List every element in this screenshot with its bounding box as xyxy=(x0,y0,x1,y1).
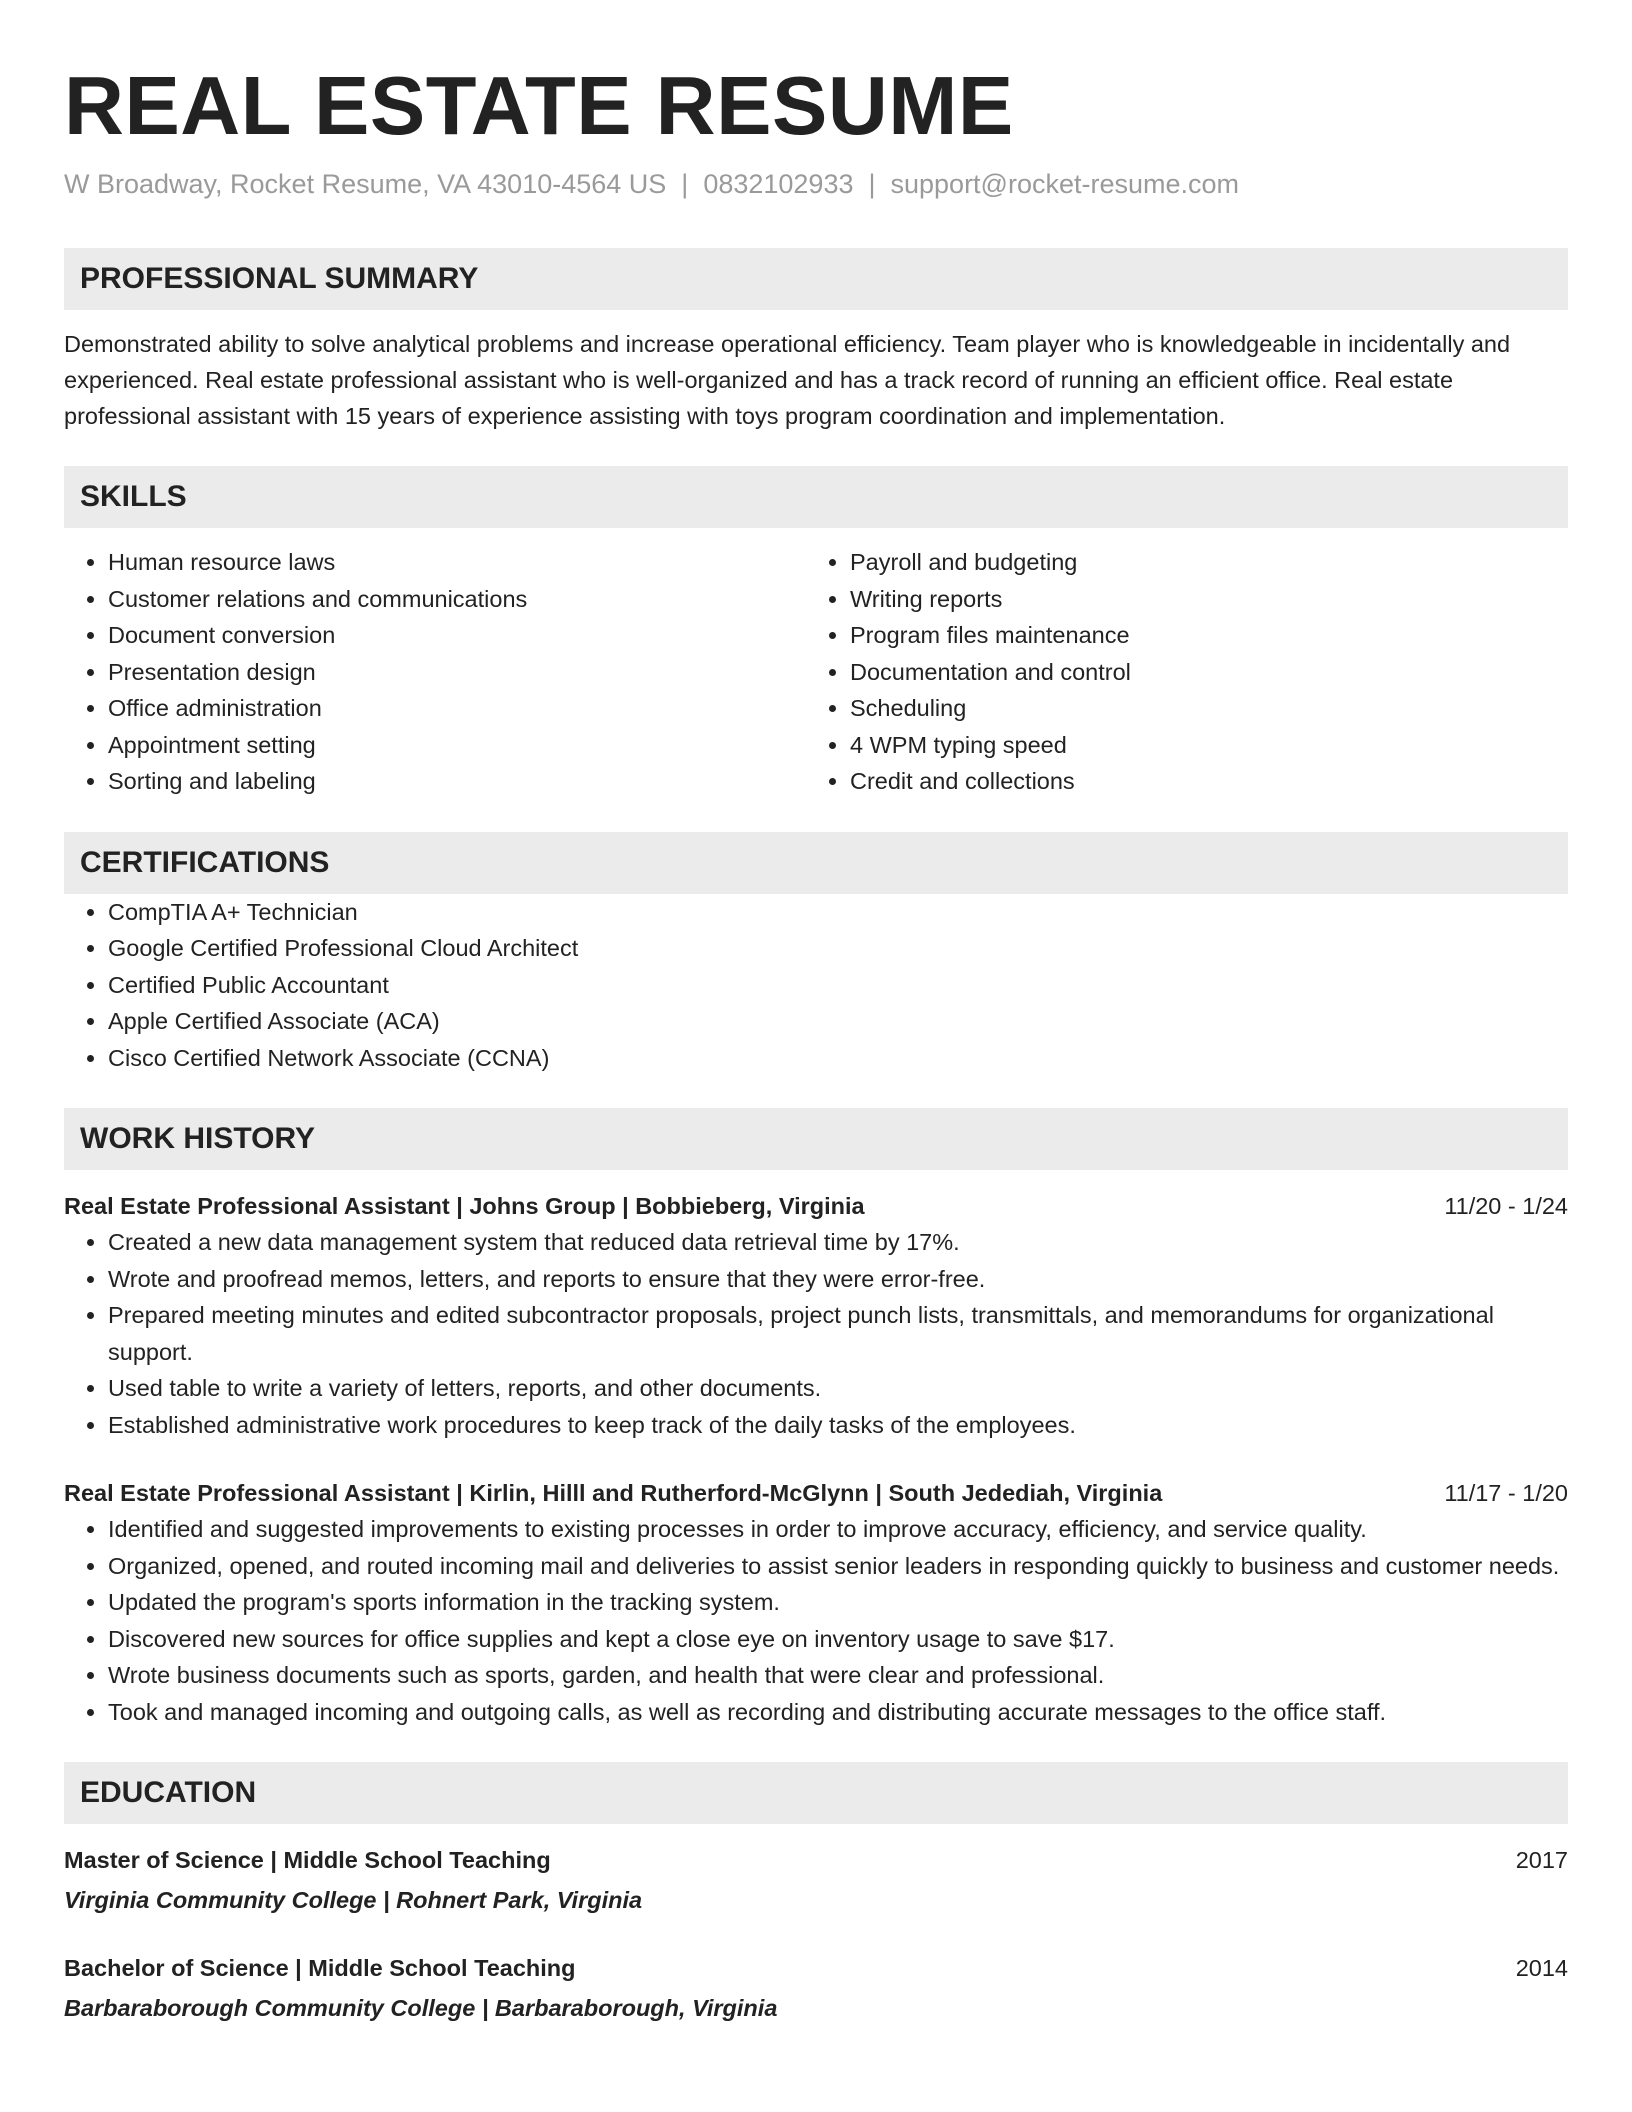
job-bullet-list xyxy=(64,1511,1568,1730)
job-bullet: • Wrote business documents such as sports, garden, and health that were clear and professional. xyxy=(108,1657,1568,1694)
skill-item: • Sorting and labeling xyxy=(108,763,806,800)
education-entry xyxy=(64,1950,1568,2026)
job-bullet: • Established administrative work procedures to keep track of the daily tasks of the employees. xyxy=(108,1407,1568,1444)
job-bullet-list xyxy=(64,1224,1568,1443)
job-header xyxy=(64,1475,1568,1511)
education-school: Barbaraborough Community College | Barbaraborough, Virginia xyxy=(64,1995,778,2021)
certification-item: • Certified Public Accountant xyxy=(108,967,1568,1004)
job-entry xyxy=(64,1475,1568,1730)
skills-list-left xyxy=(64,544,806,800)
skill-item: • Presentation design xyxy=(108,654,806,691)
skill-item: • Program files maintenance xyxy=(850,617,1548,654)
skill-item: • Scheduling xyxy=(850,690,1548,727)
education-entry xyxy=(64,1842,1568,1918)
education-header xyxy=(64,1950,1568,1986)
contact-line xyxy=(64,164,1568,204)
job-bullet: • Used table to write a variety of letters, reports, and other documents. xyxy=(108,1370,1568,1407)
summary-text: Demonstrated ability to solve analytical problems and increase operational efficiency. Team player who is knowledgeable in incidentally and experienced. Real estate professional assistant who is well-organized and has a track record of running an efficient office. Real estate professional assistant with 15 years of experience assisting with toys program coordination and implementation. xyxy=(64,331,1511,429)
job-dates: 11/20 - 1/24 xyxy=(1444,1193,1568,1219)
education-header xyxy=(64,1842,1568,1878)
skill-item: • Documentation and control xyxy=(850,654,1548,691)
job-bullet: • Prepared meeting minutes and edited subcontractor proposals, project punch lists, transmittals, and memorandums for organizational support. xyxy=(108,1297,1568,1370)
certification-item: • Cisco Certified Network Associate (CCNA) xyxy=(108,1040,1568,1077)
resume-title: REAL ESTATE RESUME xyxy=(64,59,1014,152)
contact-separator: | xyxy=(681,169,689,199)
section-heading-certifications: CERTIFICATIONS xyxy=(64,832,1568,894)
job-header xyxy=(64,1188,1568,1224)
skill-item: • Human resource laws xyxy=(108,544,806,581)
skill-item: • Credit and collections xyxy=(850,763,1548,800)
section-heading-education: EDUCATION xyxy=(64,1762,1568,1824)
education-degree: Bachelor of Science | Middle School Teaching xyxy=(64,1955,576,1981)
section-heading-work-history: WORK HISTORY xyxy=(64,1108,1568,1170)
education-degree: Master of Science | Middle School Teaching xyxy=(64,1847,551,1873)
skill-item: • Document conversion xyxy=(108,617,806,654)
skills-grid xyxy=(64,544,1568,800)
skill-item: • Customer relations and communications xyxy=(108,581,806,618)
education-year: 2014 xyxy=(1515,1955,1568,1981)
education-school: Virginia Community College | Rohnert Park, Virginia xyxy=(64,1887,643,1913)
section-heading-skills: SKILLS xyxy=(64,466,1568,528)
job-bullet: • Created a new data management system that reduced data retrieval time by 17%. xyxy=(108,1224,1568,1261)
skills-column-left xyxy=(64,544,806,800)
certification-item: • CompTIA A+ Technician xyxy=(108,894,1568,931)
skill-item: • Appointment setting xyxy=(108,727,806,764)
job-bullet: • Organized, opened, and routed incoming mail and deliveries to assist senior leaders in responding quickly to business and customer needs. xyxy=(108,1548,1568,1585)
certification-item: • Google Certified Professional Cloud Architect xyxy=(108,930,1568,967)
job-dates: 11/17 - 1/20 xyxy=(1444,1480,1568,1506)
skill-item: • Writing reports xyxy=(850,581,1548,618)
contact-phone: 0832102933 xyxy=(703,169,854,199)
job-bullet: • Discovered new sources for office supplies and kept a close eye on inventory usage to save $17. xyxy=(108,1621,1568,1658)
job-bullet: • Updated the program's sports information in the tracking system. xyxy=(108,1584,1568,1621)
skills-column-right xyxy=(806,544,1548,800)
job-bullet: • Identified and suggested improvements to existing processes in order to improve accuracy, efficiency, and service quality. xyxy=(108,1511,1568,1548)
contact-email[interactable]: support@rocket-resume.com xyxy=(890,169,1240,199)
job-entry xyxy=(64,1188,1568,1443)
education-year: 2017 xyxy=(1515,1847,1568,1873)
contact-address: W Broadway, Rocket Resume, VA 43010-4564 US xyxy=(64,169,667,199)
skill-item: • Office administration xyxy=(108,690,806,727)
skills-list-right xyxy=(806,544,1548,800)
skill-item: • Payroll and budgeting xyxy=(850,544,1548,581)
job-title: Real Estate Professional Assistant | Johns Group | Bobbieberg, Virginia xyxy=(64,1193,865,1219)
certification-item: • Apple Certified Associate (ACA) xyxy=(108,1003,1568,1040)
job-bullet: • Wrote and proofread memos, letters, and reports to ensure that they were error-free. xyxy=(108,1261,1568,1298)
skill-item: • 4 WPM typing speed xyxy=(850,727,1548,764)
section-heading-summary: PROFESSIONAL SUMMARY xyxy=(64,248,1568,310)
job-bullet: • Took and managed incoming and outgoing calls, as well as recording and distributing accurate messages to the office staff. xyxy=(108,1694,1568,1731)
contact-separator: | xyxy=(868,169,876,199)
certifications-list xyxy=(64,894,1568,1077)
job-title: Real Estate Professional Assistant | Kirlin, Hilll and Rutherford-McGlynn | South Jedediah, Virginia xyxy=(64,1480,1163,1506)
